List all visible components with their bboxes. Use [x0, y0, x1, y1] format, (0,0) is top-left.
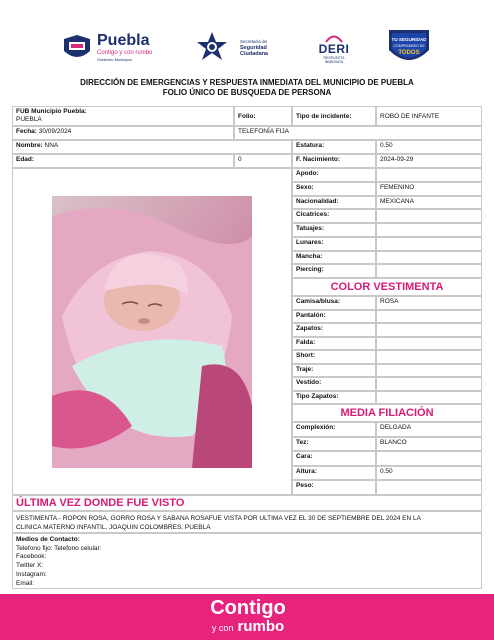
- estatura-value: 0.50: [376, 140, 482, 154]
- info-grid: [12, 106, 482, 495]
- nombre-cell: Nombre: NNA: [12, 140, 292, 154]
- tipo-value: ROBO DE INFANTE: [376, 106, 482, 126]
- shield-line2: COMPROMISO DE: [393, 44, 425, 48]
- nacimiento-label: F. Nacimiento:: [292, 154, 376, 168]
- row-label: Nacionalidad:: [292, 196, 376, 210]
- estatura-label: Estatura:: [292, 140, 376, 154]
- shield-line1: TU SEGURIDAD: [391, 37, 427, 42]
- contact-section: Medios de Contacto: Telefono fijo: Telefono celular: Facebook: Twitter X: Instagram: Email:: [12, 533, 482, 589]
- document-subtitle: FOLIO ÚNICO DE BUSQUEDA DE PERSONA: [162, 88, 332, 97]
- fub-cell: FUB Municipio Puebla: PUEBLA: [12, 106, 234, 126]
- deri-logo: DERI RESPUESTA INMEDIATA: [312, 24, 356, 72]
- row-label: Zapatos:: [292, 323, 376, 337]
- police-star-icon: [194, 24, 234, 72]
- puebla-logo: Puebla Contigo y con rumbo Gobierno Municipal: [97, 32, 153, 62]
- row-value: [376, 323, 482, 337]
- seguridad-shield-logo: [384, 24, 434, 72]
- row-label: Altura:: [292, 466, 376, 481]
- document-title: DIRECCIÓN DE EMERGENCIAS Y RESPUESTA INMEDIATA DEL MUNICIPIO DE PUEBLA: [80, 78, 414, 87]
- logo-bar: [0, 24, 494, 72]
- row-label: Traje:: [292, 364, 376, 378]
- contact-line-phones: Telefono fijo: Telefono celular:: [16, 544, 102, 552]
- missing-person-photo: [52, 196, 252, 468]
- row-value: [376, 451, 482, 466]
- row-value: FEMENINO: [376, 182, 482, 196]
- row-value: [376, 364, 482, 378]
- row-value: [376, 209, 482, 223]
- row-value: [376, 223, 482, 237]
- ultima-vez-title: ÚLTIMA VEZ DONDE FUE VISTO: [12, 495, 482, 511]
- telefonia-cell: TELEFONÍA FIJA: [234, 126, 482, 140]
- row-value: [376, 251, 482, 265]
- row-label: Camisa/blusa:: [292, 296, 376, 310]
- row-value: ROSA: [376, 296, 482, 310]
- row-value: 0.50: [376, 466, 482, 481]
- row-label: Falda:: [292, 337, 376, 351]
- row-label: Piercing:: [292, 264, 376, 278]
- row-value: [376, 168, 482, 182]
- seguridad-ciudadana-logo: Secretaría de Seguridad Ciudadana: [240, 39, 269, 57]
- row-value: [376, 480, 482, 495]
- edad-label: Edad:: [12, 154, 234, 168]
- ultima-vez-description: VESTIMENTA.- ROPON ROSA, GORRO ROSA Y SABANA ROSAFUE VISTA POR ULTIMA VEZ EL 30 DE SEPTIEMBRE DEL 2024 EN LA CLINICA MATERNO INFANTIL, JOAQUIN COLOMBRES, PUEBLA: [12, 511, 482, 533]
- edad-value: 0: [234, 154, 292, 168]
- row-value: MEXICANA: [376, 196, 482, 210]
- row-value: [376, 337, 482, 351]
- contact-line-facebook: Facebook:: [16, 553, 47, 561]
- contact-line-instagram: Instagram:: [16, 570, 47, 578]
- contact-line-email: Email:: [16, 579, 35, 587]
- row-label: Cicatrices:: [292, 209, 376, 223]
- color-vestimenta-title: COLOR VESTIMENTA: [292, 278, 482, 296]
- row-label: Peso:: [292, 480, 376, 495]
- footer-slogan: Contigo y con rumbo: [210, 597, 286, 635]
- row-label: Sexo:: [292, 182, 376, 196]
- nacimiento-value: 2024-09-29: [376, 154, 482, 168]
- media-filiacion-title: MEDIA FILIACIÓN: [292, 404, 482, 422]
- row-value: BLANCO: [376, 437, 482, 452]
- row-label: Lunares:: [292, 237, 376, 251]
- footer-banner: [0, 594, 494, 640]
- row-label: Mancha:: [292, 251, 376, 265]
- row-label: Short:: [292, 350, 376, 364]
- row-label: Vestido:: [292, 377, 376, 391]
- row-value: [376, 264, 482, 278]
- row-label: Pantalón:: [292, 310, 376, 324]
- row-label: Cara:: [292, 451, 376, 466]
- shield-line3: TODOS: [398, 50, 420, 56]
- municipal-crest-icon: [60, 24, 94, 72]
- deri-wave-icon: [324, 33, 344, 43]
- row-label: Tatuajes:: [292, 223, 376, 237]
- folio-label: Folio:: [234, 106, 292, 126]
- row-value: [376, 350, 482, 364]
- row-value: [376, 391, 482, 405]
- row-value: [376, 237, 482, 251]
- contact-line-twitter: Twitter X:: [16, 562, 44, 570]
- row-label: Tipo Zapatos:: [292, 391, 376, 405]
- row-label: Tez:: [292, 437, 376, 452]
- row-label: Complexión:: [292, 422, 376, 437]
- row-value: DELGADA: [376, 422, 482, 437]
- row-value: [376, 310, 482, 324]
- fecha-cell: Fecha: 30/09/2024: [12, 126, 234, 140]
- row-value: [376, 377, 482, 391]
- row-label: Apodo:: [292, 168, 376, 182]
- tipo-label: Tipo de incidente:: [292, 106, 376, 126]
